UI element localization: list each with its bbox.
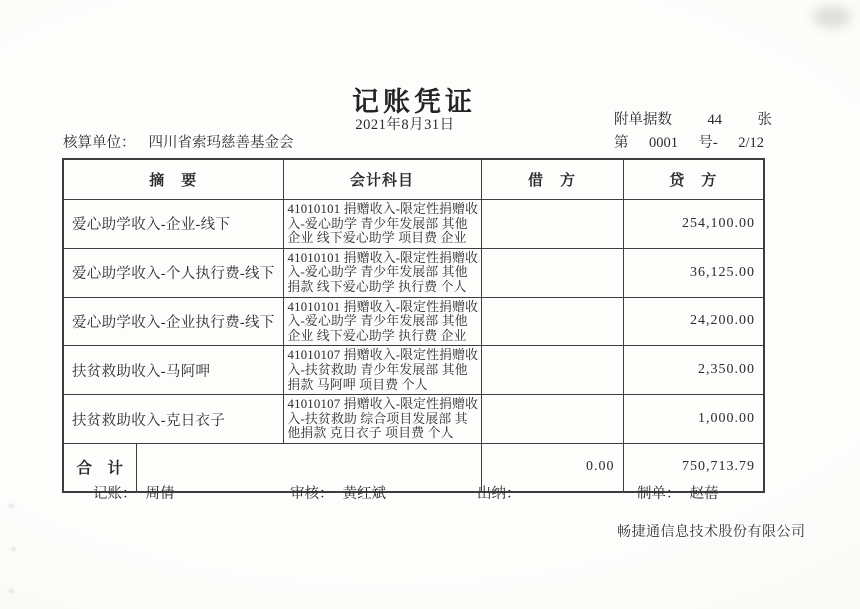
table-header-row	[63, 159, 764, 200]
credit-cell: 36,125.00	[623, 248, 764, 297]
table-row	[63, 248, 764, 297]
total-debit-cell: 0.00	[481, 443, 623, 492]
software-company-name: 畅捷通信息技术股份有限公司	[617, 525, 806, 540]
attachment-count-line	[614, 111, 772, 129]
auditor-label: 审核：	[290, 486, 334, 502]
accounting-unit-label: 核算单位：	[63, 135, 136, 151]
credit-cell: 24,200.00	[623, 297, 764, 346]
summary-cell: 扶贫救助收入-马阿呷	[63, 346, 283, 395]
credit-cell: 1,000.00	[623, 395, 764, 444]
cashier-signature	[477, 482, 530, 503]
scan-speck	[9, 589, 14, 593]
table-row	[63, 395, 764, 444]
debit-cell	[481, 297, 623, 346]
header-summary: 摘 要	[63, 159, 283, 200]
voucher-number-value: 0001	[648, 135, 678, 151]
header-account: 会计科目	[283, 159, 481, 200]
account-cell: 41010107 捐赠收入-限定性捐赠收入-扶贫救助 青少年发展部 其他捐款 马阿呷 项目费 个人	[283, 346, 481, 395]
signature-line	[63, 482, 793, 502]
credit-cell: 2,350.00	[623, 346, 764, 395]
account-cell: 41010101 捐赠收入-限定性捐赠收入-爱心助学 青少年发展部 其他捐款 线下爱心助学 执行费 个人	[283, 248, 481, 297]
preparer-label: 制单：	[637, 486, 681, 502]
accounting-unit-line	[63, 134, 294, 153]
voucher-page-number: 2/12	[738, 135, 764, 151]
credit-cell: 254,100.00	[623, 200, 764, 249]
debit-cell	[481, 248, 623, 297]
voucher-table	[62, 158, 765, 493]
voucher-number-prefix: 第	[614, 135, 629, 151]
voucher-number-suffix: 号-	[698, 135, 718, 151]
scan-speck	[9, 504, 14, 508]
summary-cell: 爱心助学收入-企业执行费-线下	[63, 297, 283, 346]
table-row	[63, 200, 764, 249]
attachment-label: 附单据数	[614, 112, 672, 128]
total-label-cell: 合 计	[63, 443, 136, 492]
account-cell: 41010101 捐赠收入-限定性捐赠收入-爱心助学 青少年发展部 其他企业 线下爱心助学 执行费 企业	[283, 297, 481, 346]
preparer-signature	[637, 482, 719, 503]
voucher-number-line	[614, 134, 764, 152]
scan-smudge	[813, 6, 851, 28]
page-title: 记账凭证	[352, 87, 476, 117]
summary-cell: 扶贫救助收入-克日衣子	[63, 395, 283, 444]
header-debit: 借 方	[481, 159, 623, 200]
account-cell: 41010101 捐赠收入-限定性捐赠收入-爱心助学 青少年发展部 其他企业 线下爱心助学 项目费 企业	[283, 200, 481, 249]
summary-cell: 爱心助学收入-个人执行费-线下	[63, 248, 283, 297]
bookkeeper-name: 周倩	[145, 486, 175, 502]
auditor-signature	[290, 482, 386, 503]
header-credit: 贷 方	[623, 159, 764, 200]
summary-cell: 爱心助学收入-企业-线下	[63, 200, 283, 249]
auditor-name: 黄红斌	[342, 486, 386, 502]
preparer-name: 赵蓓	[689, 486, 719, 502]
voucher-meta	[614, 111, 772, 152]
table-row	[63, 297, 764, 346]
accounting-unit-value: 四川省索玛慈善基金会	[148, 135, 294, 151]
scan-speck	[11, 547, 16, 551]
debit-cell	[481, 346, 623, 395]
attachment-unit: 张	[757, 112, 772, 128]
debit-cell	[481, 395, 623, 444]
attachment-count: 44	[707, 112, 722, 128]
bookkeeper-signature	[93, 482, 175, 503]
cashier-label: 出纳：	[477, 486, 521, 502]
bookkeeper-label: 记账：	[93, 486, 137, 502]
debit-cell	[481, 200, 623, 249]
account-cell: 41010107 捐赠收入-限定性捐赠收入-扶贫救助 综合项目发展部 其他捐款 克日衣子 项目费 个人	[283, 395, 481, 444]
table-row	[63, 346, 764, 395]
total-credit-cell: 750,713.79	[623, 443, 764, 492]
voucher-date: 2021年8月31日	[355, 117, 455, 133]
